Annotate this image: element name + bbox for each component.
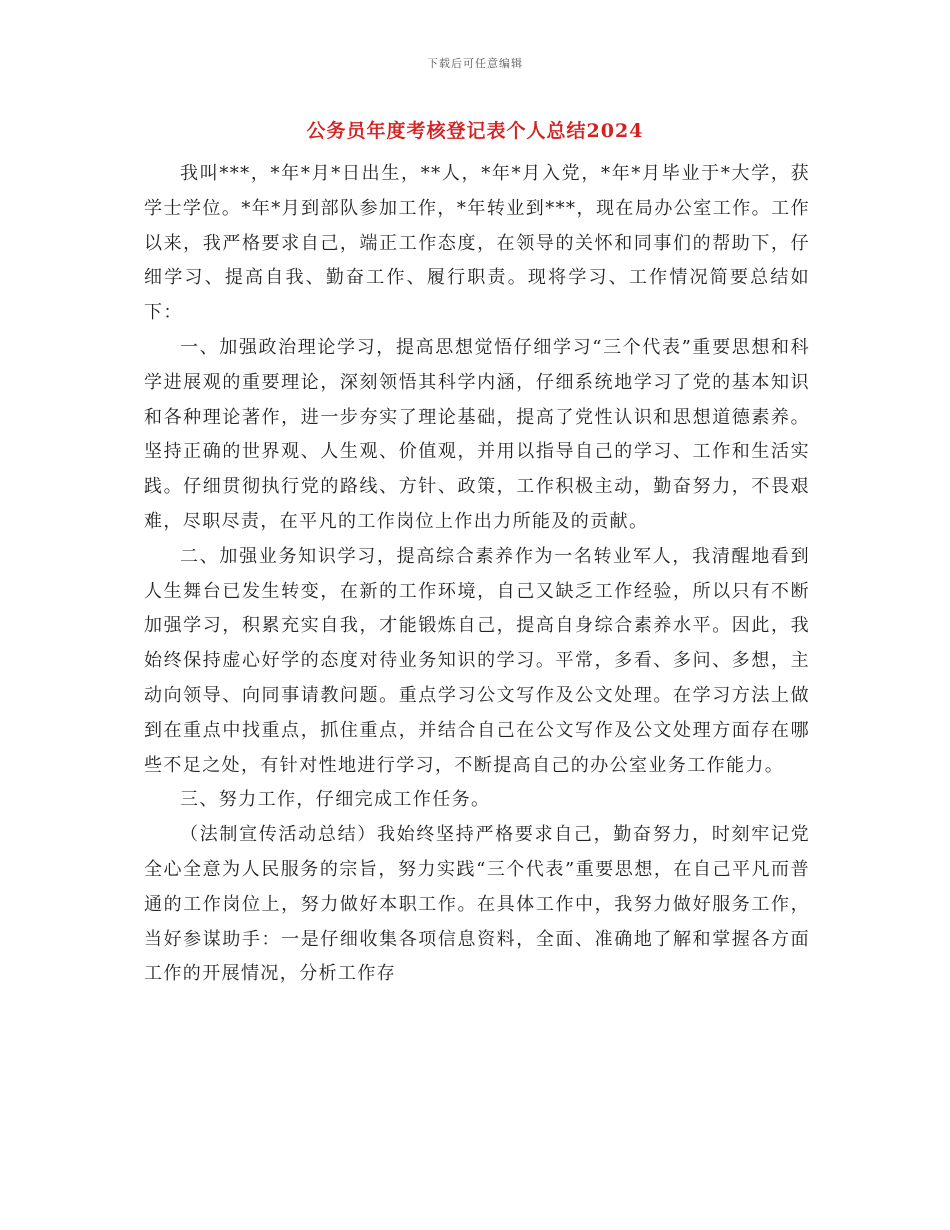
document-body (144, 157, 810, 992)
paragraph-intro: 我叫***，*年*月*日出生，**人，*年*月入党，*年*月毕业于*大学，获学士学位。*年*月到部队参加工作，*年转业到***，现在局办公室工作。工作以来，我严格要求自己，端正工作态度，在领导的关怀和同事们的帮助下，仔细学习、提高自我、勤奋工作、履行职责。现将学习、工作情况简要总结如下： (144, 163, 810, 324)
paragraph-work-heading: 三、努力工作，仔细完成工作任务。 (180, 789, 491, 811)
paragraph-business-study: 二、加强业务知识学习，提高综合素养作为一名转业军人，我清醒地看到人生舞台已发生转变，在新的工作环境，自己又缺乏工作经验，所以只有不断加强学习，积累充实自我，才能锻炼自己，提高自身综合素养水平。因此，我始终保持虚心好学的态度对待业务知识的学习。平常，多看、多问、多想，主动向领导、向同事请教问题。重点学习公文写作及公文处理。在学习方法上做到在重点中找重点，抓住重点，并结合自己在公文写作及公文处理方面存在哪些不足之处，有针对性地进行学习，不断提高自己的办公室业务工作能力。 (144, 545, 810, 776)
paragraph-political-study: 一、加强政治理论学习，提高思想觉悟仔细学习“三个代表”重要思想和科学进展观的重要理论，深刻领悟其科学内涵，仔细系统地学习了党的基本知识和各种理论著作，进一步夯实了理论基础，提高了党性认识和思想道德素养。坚持正确的世界观、人生观、价值观，并用以指导自己的学习、工作和生活实践。仔细贯彻执行党的路线、方针、政策，工作积极主动，勤奋努力，不畏艰难，尽职尽责，在平凡的工作岗位上作出力所能及的贡献。 (144, 336, 810, 532)
document-title: 公务员年度考核登记表个人总结2024 (306, 120, 644, 142)
paragraph-work-details: （法制宣传活动总结）我始终坚持严格要求自己，勤奋努力，时刻牢记党全心全意为人民服务的宗旨，努力实践“三个代表”重要思想，在自己平凡而普通的工作岗位上，努力做好本职工作。在具体工作中，我努力做好服务工作，当好参谋助手：一是仔细收集各项信息资料，全面、准确地了解和掌握各方面工作的开展情况，分析工作存 (144, 824, 810, 985)
page-header-note: 下载后可任意编辑 (427, 57, 523, 70)
